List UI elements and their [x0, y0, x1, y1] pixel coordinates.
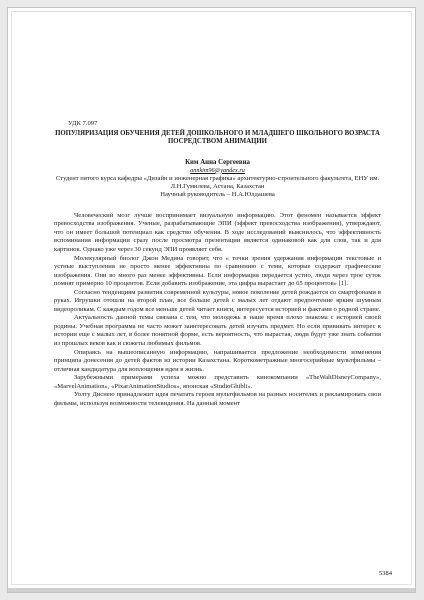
document-page [7, 7, 416, 593]
udk-code: УДК 7.097 [68, 120, 98, 127]
page-number: 5384 [378, 570, 392, 577]
supervisor-line: Научный руководитель – Н.А.Юлдашева [160, 191, 275, 199]
body-paragraph: Молекулярный биолог Джон Медина говорит, что « точки зрения удержания информации текстовые и устные выступления не просто менее эффективны по сравнению с теми, которые содержат графические изображения. Они во много раз менее эффективны. Если информация передается устно, люди через трое суток помнят примерно 10 процентов. Если добавить изображение, эта цифра вырастает до 65 процентов» [1]. [54, 254, 381, 288]
article-body [54, 212, 381, 409]
body-paragraph: Уолту Диснею принадлежит идея печатать героев мультфильмов на разных носителях и рекламировать свои фильмы, используя возможности телевидения. На данный момент [54, 391, 381, 407]
body-paragraph: Зарубежными примерами успеха можно представить кинокомпании «TheWaltDisneyCompany», «MarvelAnimation», «PixarAnimationStudios», японская «StudioGhibli». [54, 374, 381, 390]
body-paragraph: Согласно тенденциям развития современной культуры, новое поколение детей рождается со смартфонами в руках. Игрушки отошли на второй план, все больше детей с малых лет отдают предпочтение ярким шумным видеороликам. С каждым годом все меньше детей читает книги, интересуется историей и фактами о родной стране. [54, 288, 381, 313]
author-email[interactable]: annkim96@yandex.ru [190, 166, 245, 174]
body-paragraph: Опираясь на вышеописанную информацию, напрашивается предложение необходимости изменения принципа донесения до детей фактов из истории Казахстана. Короткометражные многосерийные мультфильмы – отличная кандидатура для воплощения идеи в жизнь. [54, 348, 381, 373]
author-name: Ким Анна Сергеевна [185, 158, 250, 166]
article-content [54, 120, 381, 408]
body-paragraph: Актуальность данной темы связана с тем, что молодежь в наше время плохо знакома с историей своей родины. Учебная программа не часто может заинтересовать детей изучать предмет. Но если прививать интерес к истории еще с малых лет, в более понятной форме, есть вероятность, что вырастая, люди будут уже знать события из прошлых веков как и сюжеты любимых фильмов. [54, 314, 381, 348]
author-affiliation: Студент пятого курса кафедры «Дизайн и инженерная графика» архитектурно-строительного факультета, ЕНУ им. Л.Н.Гумилева, Астана, Казахстан [55, 174, 380, 190]
body-paragraph: Человеческий мозг лучше воспринимает визуальную информацию. Этот феномен называется эффект превосходства изображения. Ученые, разрабатывающие ЭПИ (эффект превосходства изображения), утверждают, что он имеет большой потенциал как средство обучения. В ходе исследований выяснилось, что эффективность вспоминания информации сразу после просмотра презентации является одинаковой как для слов, так и для картинок. Однако уже через 30 секунд ЭПИ проявляет себя. [54, 211, 381, 253]
article-title: ПОПУЛЯРИЗАЦИЯ ОБУЧЕНИЯ ДЕТЕЙ ДОШКОЛЬНОГО И МЛАДШЕГО ШКОЛЬНОГО ВОЗРАСТА ПОСРЕДСТВОМ АНИМАЦИИ [55, 130, 380, 146]
